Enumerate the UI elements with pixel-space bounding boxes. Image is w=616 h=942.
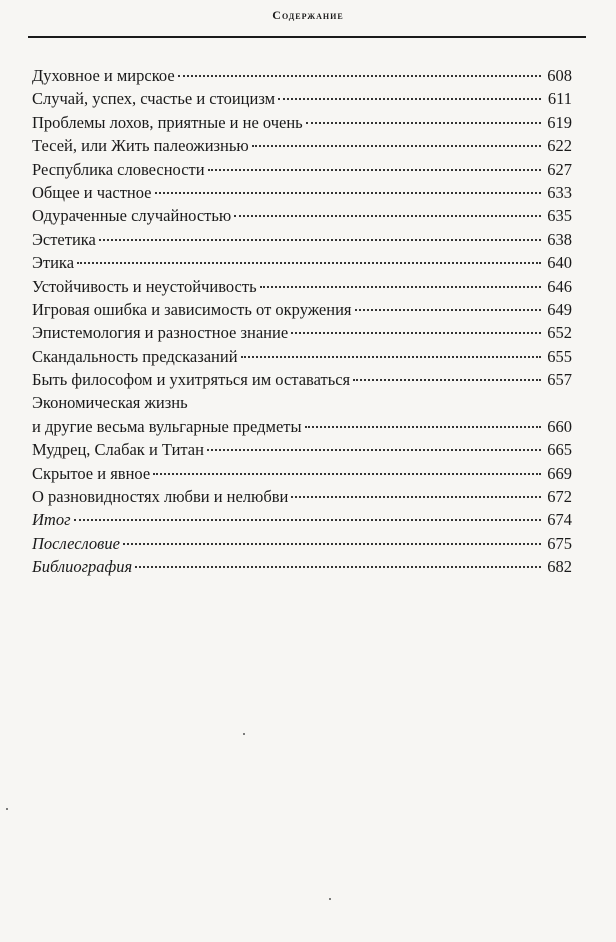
dot-leader: [207, 449, 541, 451]
toc-entry-title: Тесей, или Жить палеожизнью: [32, 136, 249, 156]
dot-leader: [153, 473, 541, 475]
toc-entry: [32, 87, 572, 110]
toc-entry: [32, 532, 572, 555]
toc-entry-page: 611: [547, 89, 572, 109]
toc-entry-page: 682: [547, 557, 572, 577]
toc-entry-page: 640: [547, 253, 572, 273]
toc-entry: [32, 298, 572, 321]
toc-entry-page: 608: [547, 66, 572, 85]
toc-entry-title: Экономическая жизнь: [32, 393, 188, 413]
dot-leader: [77, 262, 541, 264]
dot-leader: [291, 496, 541, 498]
toc-entry-page: 646: [547, 276, 572, 296]
dot-leader: [99, 239, 541, 241]
dot-leader: [123, 543, 541, 545]
toc-entry-page: 674: [547, 510, 572, 530]
toc-entry-title: Скрытое и явное: [32, 463, 151, 483]
toc-entry-page: 652: [547, 323, 572, 343]
scan-speck: [329, 898, 331, 900]
toc-entry: [32, 228, 572, 251]
scan-speck: [6, 808, 8, 810]
toc-entry-title: Послесловие: [32, 533, 120, 553]
toc-entry: [32, 204, 572, 227]
table-of-contents: [32, 64, 572, 579]
dot-leader: [355, 309, 541, 311]
dot-leader: [278, 98, 541, 100]
toc-entry-title: Случай, успех, счастье и стоицизм: [32, 89, 276, 109]
toc-entry-title: Республика словесности: [32, 159, 205, 179]
toc-entry: [32, 462, 572, 485]
toc-entry-page: 627: [547, 159, 572, 179]
toc-entry-title: Быть философом и ухитряться им оставаться: [32, 370, 351, 390]
toc-entry-title: Скандальность предсказаний: [32, 346, 238, 366]
toc-entry: [32, 415, 572, 438]
toc-entry: [32, 251, 572, 274]
toc-entry-title: Мудрец, Слабак и Титан: [32, 440, 204, 460]
dot-leader: [305, 426, 541, 428]
toc-entry: [32, 64, 572, 87]
toc-entry: [32, 111, 572, 134]
toc-entry: [32, 485, 572, 508]
dot-leader: [178, 75, 541, 77]
toc-entry: [32, 555, 572, 578]
dot-leader: [155, 192, 541, 194]
dot-leader: [234, 215, 541, 217]
toc-entry-page: 665: [547, 440, 572, 460]
toc-entry-page: 675: [547, 533, 572, 553]
scan-speck: [243, 733, 245, 735]
toc-entry: [32, 391, 572, 414]
header-rule: [28, 36, 586, 38]
dot-leader: [252, 145, 541, 147]
toc-entry-title: и другие весьма вульгарные предметы: [32, 416, 302, 436]
toc-entry-title: О разновидностях любви и нелюбви: [32, 487, 289, 507]
dot-leader: [260, 286, 541, 288]
dot-leader: [135, 566, 541, 568]
dot-leader: [208, 169, 541, 171]
toc-entry-title: Общее и частное: [32, 182, 152, 202]
running-head: Содержание: [272, 8, 344, 22]
toc-entry: [32, 275, 572, 298]
toc-entry: [32, 438, 572, 461]
toc-entry-title: Проблемы лохов, приятные и не очень: [32, 112, 303, 132]
dot-leader: [291, 332, 541, 334]
toc-entry-title: Итог: [32, 510, 71, 530]
toc-entry: [32, 508, 572, 531]
toc-entry-page: 622: [547, 136, 572, 156]
toc-entry-page: 619: [547, 112, 572, 132]
toc-entry-page: 638: [547, 229, 572, 249]
toc-entry: [32, 181, 572, 204]
toc-entry: [32, 321, 572, 344]
toc-entry-title: Эпистемология и разностное знание: [32, 323, 289, 343]
toc-entry-title: Этика: [32, 253, 75, 273]
toc-entry-title: Эстетика: [32, 229, 96, 249]
toc-entry-page: 633: [547, 182, 572, 202]
toc-entry: [32, 158, 572, 181]
toc-entry-page: 655: [547, 346, 572, 366]
toc-entry-page: 672: [547, 487, 572, 507]
dot-leader: [241, 356, 541, 358]
toc-entry: [32, 368, 572, 391]
toc-entry-title: Библиография: [32, 557, 133, 577]
toc-entry-page: 669: [547, 463, 572, 483]
dot-leader: [74, 519, 541, 521]
dot-leader: [353, 379, 541, 381]
toc-entry-page: 660: [547, 416, 572, 436]
toc-entry-page: 649: [547, 299, 572, 319]
toc-entry-page: 635: [547, 206, 572, 226]
toc-entry-title: Духовное и мирское: [32, 66, 175, 85]
toc-entry-title: Устойчивость и неустойчивость: [32, 276, 257, 296]
toc-entry: [32, 134, 572, 157]
toc-entry-page: 657: [547, 370, 572, 390]
toc-entry: [32, 345, 572, 368]
dot-leader: [306, 122, 541, 124]
toc-entry-title: Одураченные случайностью: [32, 206, 232, 226]
toc-entry-title: Игровая ошибка и зависимость от окружения: [32, 299, 352, 319]
